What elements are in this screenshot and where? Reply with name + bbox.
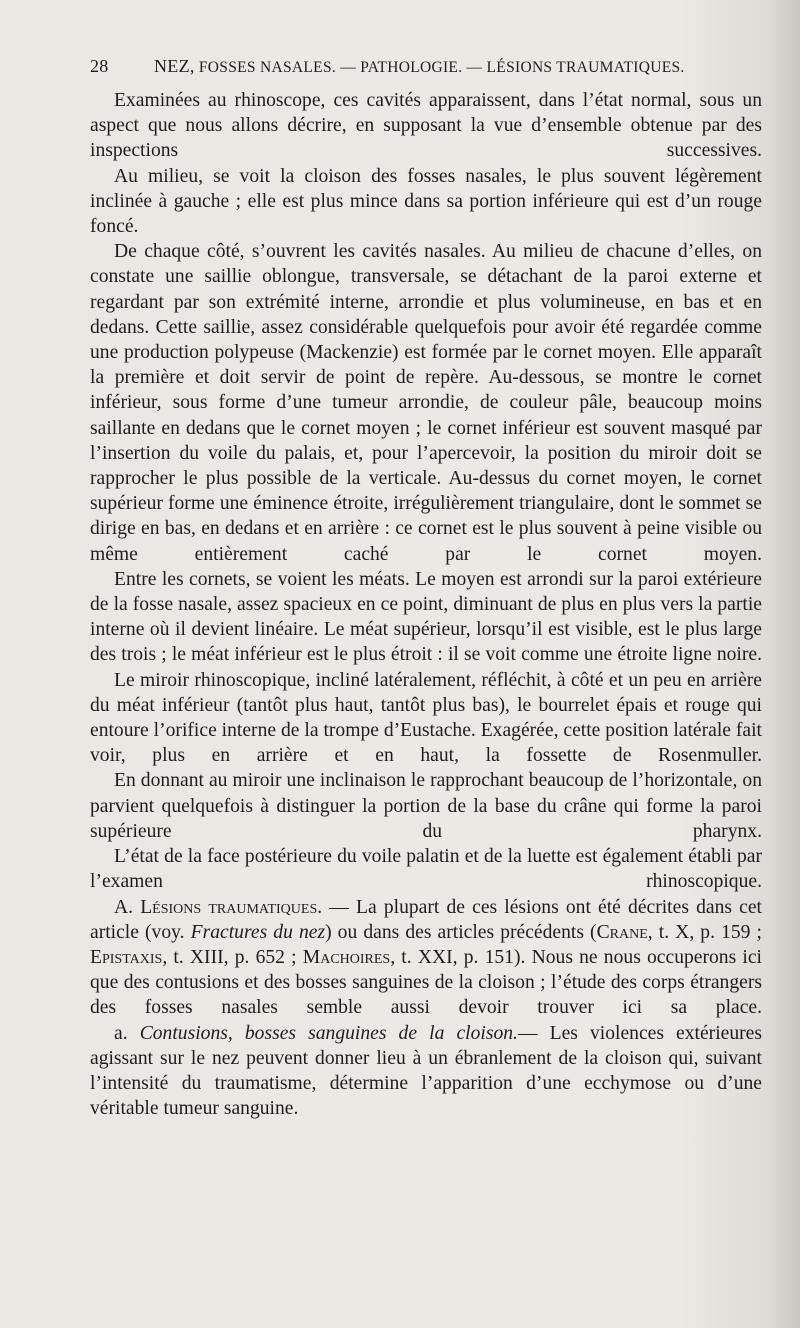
section-a-text: , t. XXI, p. 151). Nous ne nous occuperons ici que des contusions et des bosses sanguines de la cloison ; l’étude des corps étrangers des fosses nasales semble aussi devoir trouver ici sa place. xyxy=(90,946,762,1019)
reference-machoires: Machoires xyxy=(302,946,391,968)
section-a-label: A. xyxy=(114,896,134,918)
reference-epistaxis: Epistaxis xyxy=(90,946,163,968)
subsection-a-heading: Contusions, bosses sanguines de la cloison. xyxy=(139,1022,518,1044)
running-title xyxy=(154,56,685,76)
running-header xyxy=(90,56,700,77)
paragraph-voile-palatin: L’état de la face postérieure du voile palatin et de la luette est également établi par l’examen rhinoscopique. xyxy=(90,846,762,893)
paragraph-rhinoscope: Examinées au rhinoscope, ces cavités apparaissent, dans l’état normal, sous un aspect que nous allons décrire, en supposant la vue d’ensemble obtenue par des inspections successives. xyxy=(90,90,762,162)
section-a-text: , t. XIII, p. 652 ; xyxy=(162,946,303,968)
reference-fractures-du-nez: Fractures du nez xyxy=(190,921,326,943)
paragraph-miroir-horizontal: En donnant au miroir une inclinaison le rapprochant beaucoup de l’horizontale, on parvient quelquefois à distinguer la portion de la base du crâne qui forme la paroi supérieure du pharynx. xyxy=(90,770,762,842)
paragraph-cornets: De chaque côté, s’ouvrent les cavités nasales. Au milieu de chacune d’elles, on constate une saillie oblongue, transversale, se détachant de la paroi externe et regardant par son extrémité interne, arrondie et plus volumineuse, en bas et en dedans. Cette saillie, assez considérable quelquefois pour avoir été regardée comme une production polypeuse (Mackenzie) est formée par le cornet moyen. Elle apparaît la première et doit servir de point de repère. Au-dessous, se montre le cornet inférieur, sous forme d’une tumeur arrondie, de couleur pâle, beaucoup moins saillante en dedans que le cornet moyen ; le cornet inférieur est souvent masqué par l’insertion du voile du palais, et, pour l’apercevoir, la position du miroir doit se rapprocher le plus possible de la verticale. Au-dessus du cornet moyen, le cornet supérieur forme une éminence étroite, irrégulièrement triangulaire, dont le sommet se dirige en bas, en dedans et en arrière : ce cornet est le plus souvent à peine visible ou même entièrement caché par le cornet moyen. xyxy=(90,241,762,565)
paragraph-cloison: Au milieu, se voit la cloison des fosses nasales, le plus souvent légèrement inclinée à gauche ; elle est plus mince dans sa portion inférieure qui est d’un rouge foncé. xyxy=(90,165,762,238)
subsection-a-label: a. xyxy=(114,1022,128,1044)
running-title-nez: NEZ, xyxy=(154,56,195,76)
section-a-paragraph xyxy=(90,895,762,1021)
running-title-rest: FOSSES NASALES. — PATHOLOGIE. — LÉSIONS TRAUMATIQUES. xyxy=(198,59,685,76)
section-a-heading: Lésions traumatiques. xyxy=(140,896,323,918)
section-a-text: , t. X, p. 159 ; xyxy=(647,921,762,943)
subsection-a-text: — Les violences extérieures agissant sur le nez peuvent donner lieu à un ébranlement de la cloison qui, suivant l’intensité du traumatisme, détermine l’apparition d’une ecchymose ou d’une véritable tumeur sanguine. xyxy=(90,1022,762,1120)
section-a-text: — La plupart de ces lésions ont été décrites dans cet article (voy. xyxy=(90,896,762,943)
section-a-text: ) ou dans des articles précédents ( xyxy=(325,921,597,943)
reference-crane: Crane xyxy=(596,921,648,943)
paragraph-meats: Entre les cornets, se voient les méats. Le moyen est arrondi sur la paroi extérieure de la fosse nasale, assez spacieux en ce point, diminuant de plus en plus vers la partie interne où il devient linéaire. Le méat supérieur, lorsqu’il est visible, est le plus large des trois ; le méat inférieur est le plus étroit : il se voit comme une étroite ligne noire. xyxy=(90,568,762,666)
page-number: 28 xyxy=(90,56,109,76)
page-body xyxy=(90,88,762,1121)
paragraph-miroir-lateral: Le miroir rhinoscopique, incliné latéralement, réfléchit, à côté et un peu en arrière du méat inférieur (tantôt plus haut, tantôt plus bas), le bourrelet épais et rouge qui entoure l’orifice interne de la trompe d’Eustache. Exagérée, cette position latérale fait voir, plus en arrière et en haut, la fossette de Rosenmuller. xyxy=(90,669,762,767)
subsection-a-paragraph xyxy=(90,1021,762,1122)
